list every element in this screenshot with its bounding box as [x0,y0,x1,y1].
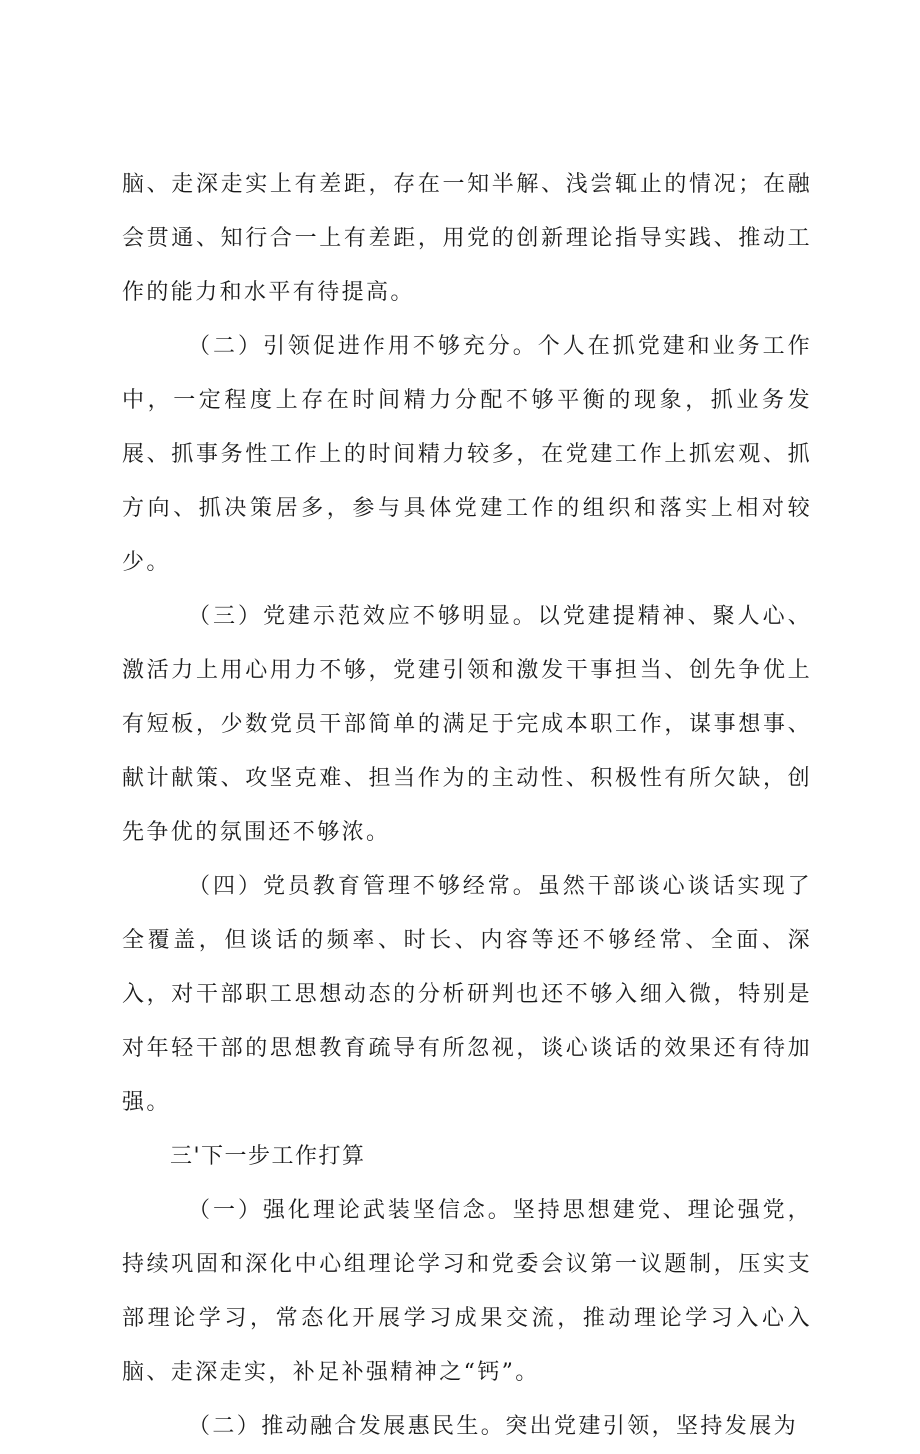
paragraph-continued: 脑、走深走实上有差距，存在一知半解、浅尝辄止的情况；在融会贯通、知行合一上有差距，用党的创新理论指导实践、推动工作的能力和水平有待提高。 [122,172,812,305]
paragraph-plan-1: （一）强化理论武装坚信念。坚持思想建党、理论强党，持续巩固和深化中心组理论学习和党委会议第一议题制，压实支部理论学习，常态化开展学习成果交流，推动理论学习入心入脑、走深走实，补足补强精神之“钙”。 [122,1198,812,1385]
paragraph-section-4: （四）党员教育管理不够经常。虽然干部谈心谈话实现了全覆盖，但谈话的频率、时长、内容等还不够经常、全面、深入，对干部职工思想动态的分析研判也还不够入细入微，特别是对年轻干部的思想教育疏导有所忽视，谈心谈话的效果还有待加强。 [122,874,812,1115]
paragraph-section-3: （三）党建示范效应不够明显。以党建提精神、聚人心、激活力上用心用力不够，党建引领和激发干事担当、创先争优上有短板，少数党员干部简单的满足于完成本职工作，谋事想事、献计献策、攻坚克难、担当作为的主动性、积极性有所欠缺，创先争优的氛围还不够浓。 [122,604,812,845]
paragraph-plan-2: （二）推动融合发展惠民生。突出党建引领，坚持发展为 [188,1414,799,1439]
document-body [122,158,812,1454]
paragraph-section-2: （二）引领促进作用不够充分。个人在抓党建和业务工作中，一定程度上存在时间精力分配不够平衡的现象，抓业务发展、抓事务性工作上的时间精力较多，在党建工作上抓宏观、抓方向、抓决策居多，参与具体党建工作的组织和落实上相对较少。 [122,334,812,575]
section-heading-next-steps: 三'下一步工作打算 [170,1144,366,1169]
